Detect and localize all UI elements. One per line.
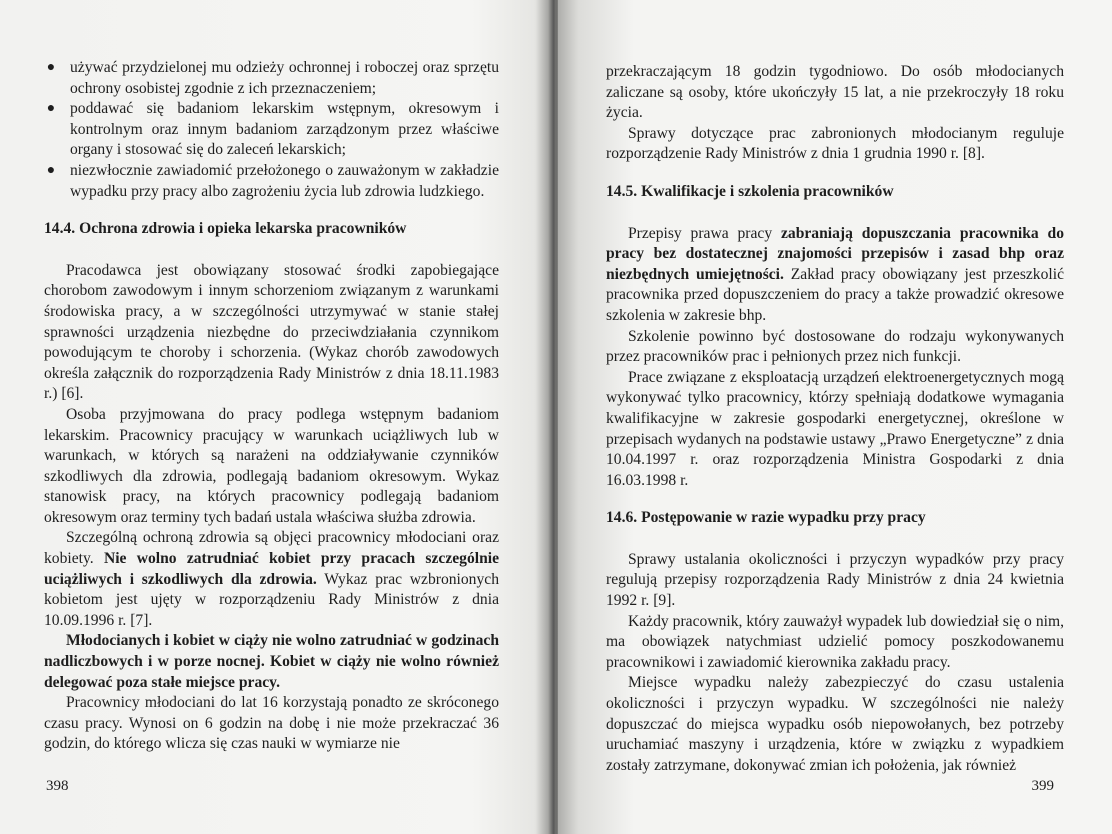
page-number-left: 398: [46, 778, 69, 794]
page-number-right: 399: [1031, 778, 1054, 794]
list-item: [44, 161, 499, 202]
bullet-icon: ●: [46, 60, 56, 75]
paragraph: Miejsce wypadku należy zabezpieczyć do czasu ustalenia okoliczności i przyczyn wypadku. W szczególności nie należy dopuszczać do miejsca wypadku osób niepowołanych, bez potrzeby uruchamiać maszyny i urządzenia, które w związku z wypadkiem zostały zatrzymane, dokonywać zmian ich położenia, jak również: [606, 674, 1064, 774]
duties-bullet-list: [44, 58, 499, 202]
section-heading-14-4: 14.4. Ochrona zdrowia i opieka lekarska pracowników: [44, 220, 407, 238]
paragraph-bold-text: zabraniają dopuszczania pracownika do pracy bez dostatecznej znajomości przepisów i zasad bhp oraz niezbędnych umiejętności.: [606, 224, 1064, 283]
bullet-text: poddawać się badaniom lekarskim wstępnym, okresowym i kontrolnym oraz innym badaniom zarządzonym przez właściwe organy i stosować się do zaleceń lekarskich;: [70, 100, 499, 159]
section-heading-14-6: 14.6. Postępowanie w razie wypadku przy pracy: [606, 509, 926, 527]
bullet-text: używać przydzielonej mu odzieży ochronnej i roboczej oraz sprzętu ochrony osobistej zgodnie z ich przeznaczeniem;: [70, 59, 499, 97]
paragraph: Prace związane z eksploatacją urządzeń elektroenergetycznych mogą wykonywać tylko pracownicy, którzy spełniają dodatkowe wymagania kwalifikacyjne w zakresie gospodarki energetycznej, określone w przepisach wydanych na podstawie ustawy „Prawo Energetyczne” z dnia 10.04.1997 r. oraz rozporządzenia Ministra Gospodarki z dnia 16.03.1998 r.: [606, 368, 1064, 489]
paragraph-text: Zakład pracy obowiązany jest przeszkolić pracownika przed dopuszczeniem do pracy a także prowadzić okresowe szkolenia w zakresie bhp.: [606, 265, 1064, 324]
paragraph: [606, 224, 1064, 327]
paragraph: Szkolenie powinno być dostosowane do rodzaju wykonywanych przez pracowników prac i pełnionych przez nich funkcji.: [606, 327, 1064, 366]
paragraph: [44, 528, 499, 631]
right-page-text: [606, 62, 1064, 776]
bullet-text: niezwłocznie zawiadomić przełożonego o zauważonym w zakładzie wypadku przy pracy albo zagrożeniu życia lub zdrowia ludzkiego.: [70, 161, 499, 200]
bullet-icon: ●: [46, 162, 56, 178]
paragraph-bold-text: Nie wolno zatrudniać kobiet przy pracach szczególnie uciążliwych i szkodliwych dla zdrowia.: [44, 550, 500, 588]
paragraph: Osoba przyjmowana do pracy podlega wstępnym badaniom lekarskim. Pracownicy pracujący w warunkach uciążliwych lub w warunkach, w których są narażeni na oddziaływanie czynników szkodliwych dla zdrowia, podlegają badaniom okresowym. Wykaz stanowisk pracy, na których pracownicy podlegają badaniom okresowym oraz terminy tych badań ustala właściwa służba zdrowia.: [44, 405, 499, 526]
paragraph: Każdy pracownik, który zauważył wypadek lub dowiedział się o nim, ma obowiązek natychmiast udzielić pomocy poszkodowanemu pracownikowi i zawiadomić kierownika zakładu pracy.: [606, 612, 1064, 671]
paragraph-bold: [44, 631, 499, 693]
bullet-icon: ●: [46, 101, 56, 117]
paragraph: Pracodawca jest obowiązany stosować środki zapobiegające chorobom zawodowym i innym schorzeniom związanym z warunkami środowiska pracy, a w szczególności utrzymywać w stanie stałej sprawności urządzenia niezbędne do przeciwdziałania czynnikom powodującym te choroby i schorzenia. (Wykaz chorób zawodowych określa załącznik do rozporządzenia Rady Ministrów z dnia 18.11.1983 r.) [6].: [44, 261, 499, 403]
paragraph-text: Wykaz prac wzbronionych kobietom jest ujęty w rozporządzeniu Rady Ministrów z dnia 10.09.1996 r. [7].: [44, 570, 499, 629]
list-item: [44, 58, 499, 99]
paragraph: Pracownicy młodociani do lat 16 korzystają ponadto ze skróconego czasu pracy. Wynosi on 6 godzin na dobę i nie może przekraczać 36 godzin, do którego wlicza się czas nauki w wymiarze nie: [44, 694, 499, 753]
paragraph: Sprawy dotyczące prac zabronionych młodocianym reguluje rozporządzenie Rady Ministrów z dnia 1 grudnia 1990 r. [8].: [606, 124, 1064, 163]
paragraph-text: Przepisy prawa pracy: [628, 224, 781, 242]
paragraph: przekraczającym 18 godzin tygodniowo. Do osób młodocianych zaliczane są osoby, które ukończyły 15 lat, a nie przekroczyły 18 roku życia.: [606, 63, 1064, 122]
section-heading-14-5: 14.5. Kwalifikacje i szkolenia pracowników: [606, 182, 894, 200]
paragraph: Sprawy ustalania okoliczności i przyczyn wypadków przy pracy regulują przepisy rozporządzenia Rady Ministrów z dnia 24 kwietnia 1992 r. [9].: [606, 550, 1064, 610]
paragraph-bold-text: Młodocianych i kobiet w ciąży nie wolno zatrudniać w godzinach nadliczbowych i w porze nocnej. Kobiet w ciąży nie wolno również delegować poza stałe miejsce pracy.: [44, 632, 499, 691]
paragraph-text: Szczególną ochroną zdrowia są objęci pracownicy młodociani oraz kobiety.: [44, 529, 499, 568]
right-page: [556, 0, 1112, 834]
left-page-text: [44, 58, 499, 755]
list-item: [44, 99, 499, 161]
